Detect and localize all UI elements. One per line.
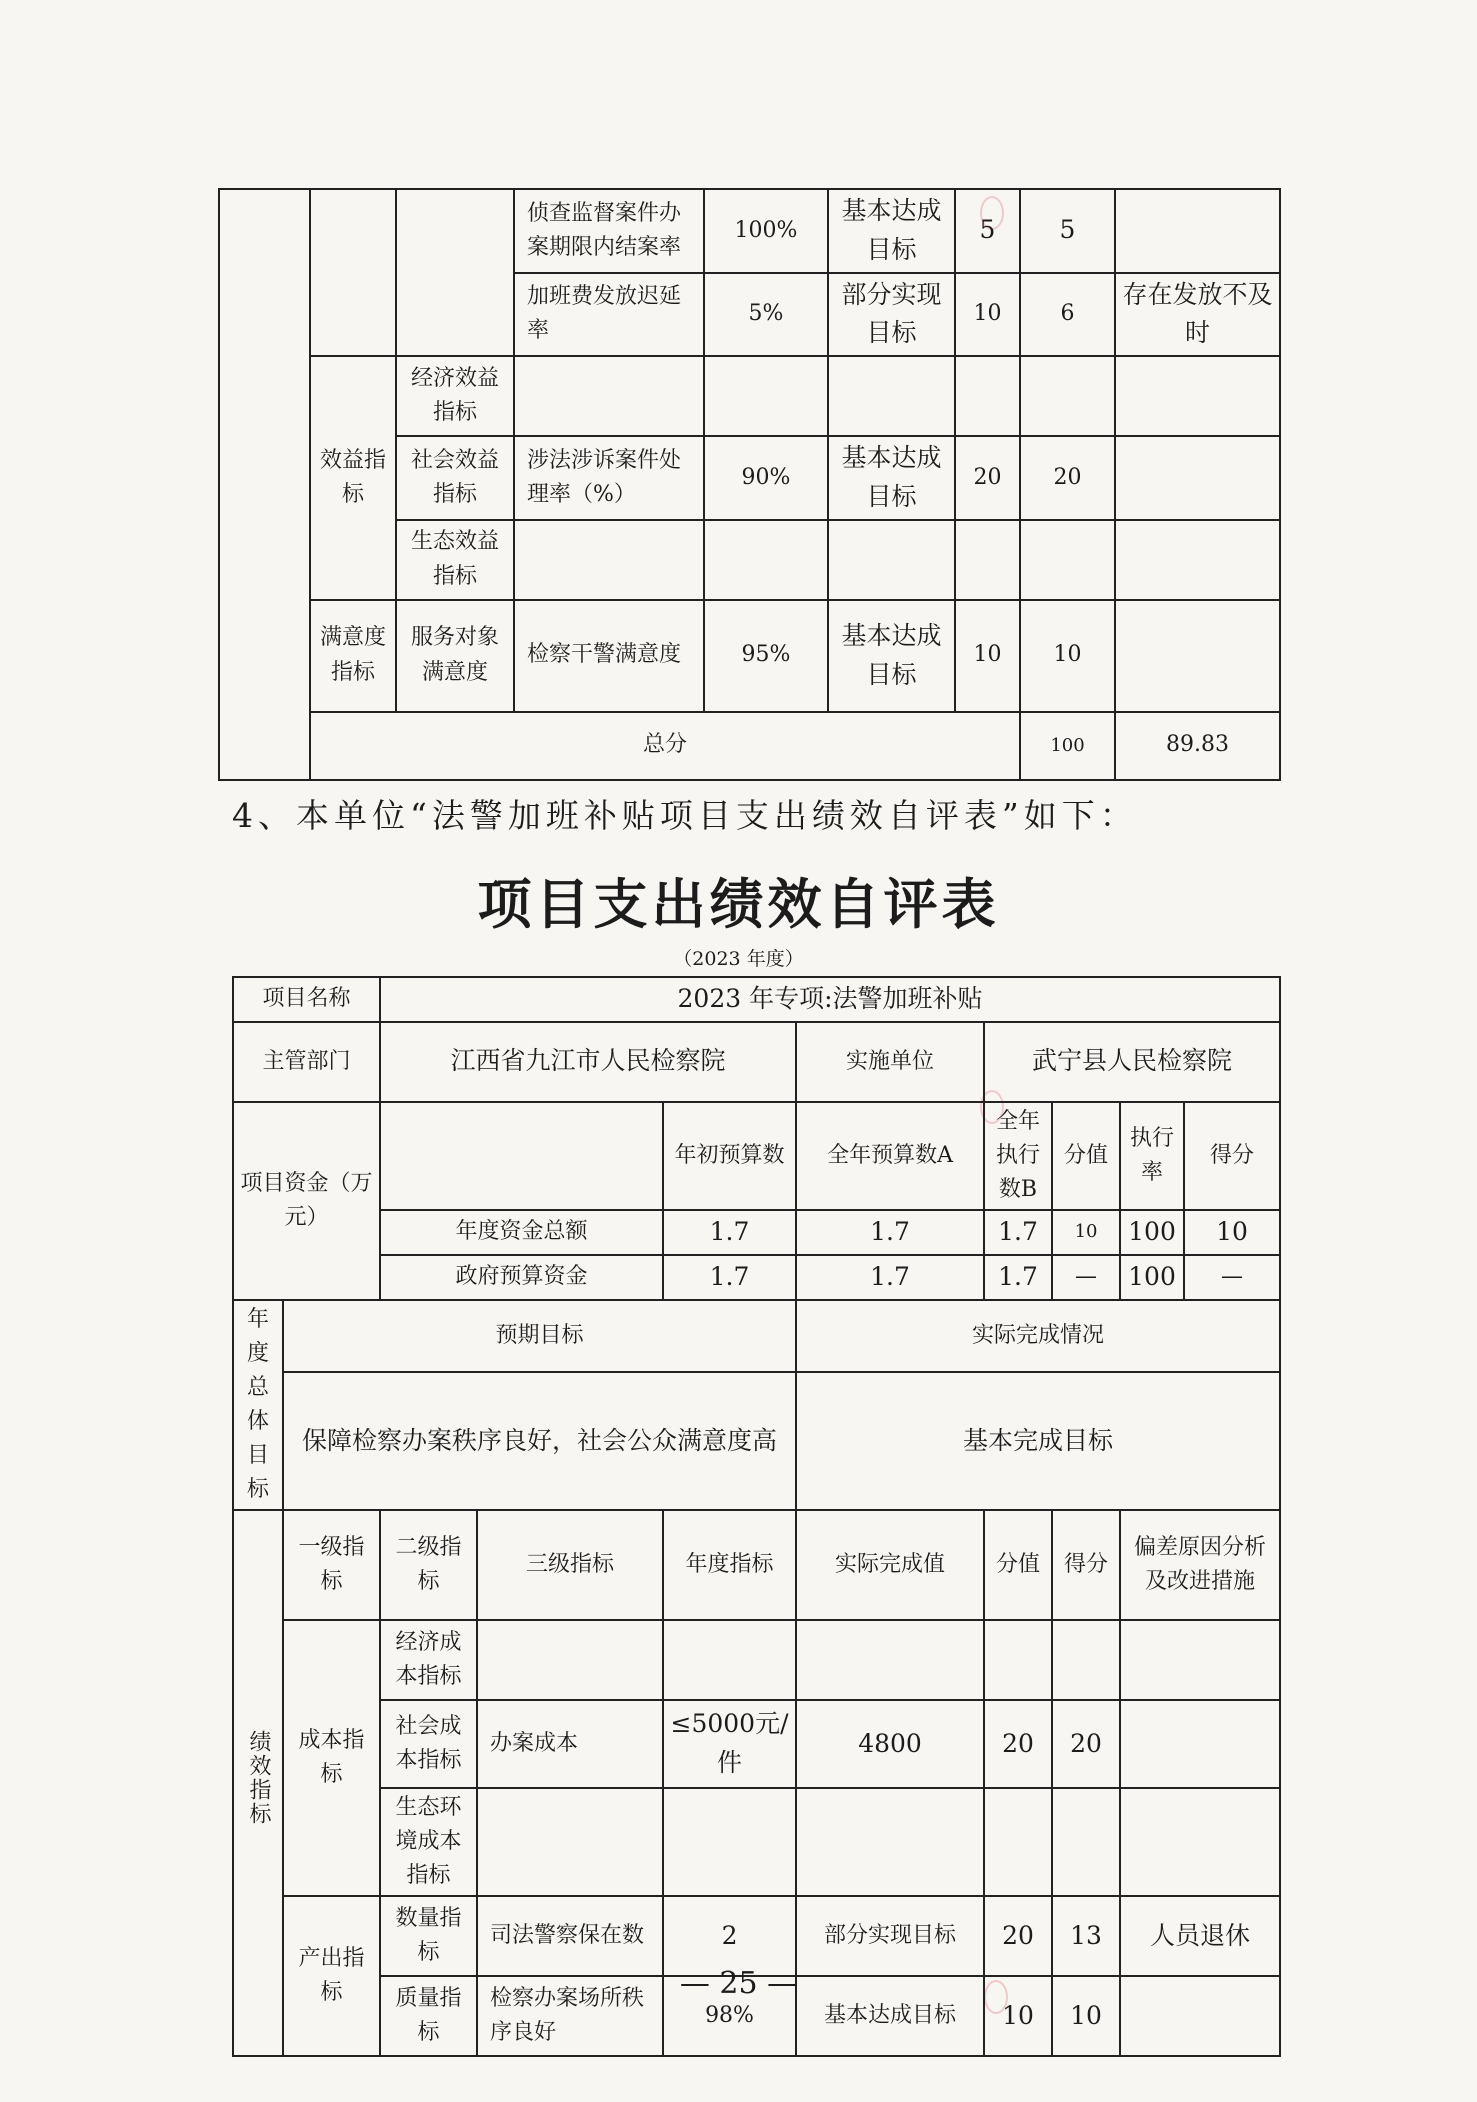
- year-label: （2023 年度）: [673, 948, 804, 970]
- score-cell: 10: [955, 600, 1020, 712]
- fund-full: 1.7: [796, 1255, 984, 1300]
- annual-target: 2: [663, 1896, 796, 1976]
- performance-table-continued: [218, 188, 1281, 781]
- l2-cell: 质量指标: [380, 1976, 477, 2056]
- deviation-cell: [1115, 189, 1280, 273]
- fund-exec: 1.7: [984, 1255, 1052, 1300]
- target-cell: 5%: [704, 273, 828, 357]
- performance-indicator-text: 绩效指标: [246, 1729, 272, 1826]
- cost-indicator-label: 成本指标: [283, 1620, 380, 1896]
- l3-cell: 检察干警满意度: [514, 600, 704, 712]
- actual-value: 4800: [796, 1700, 984, 1788]
- actual-goal: 基本完成目标: [796, 1372, 1280, 1510]
- header-score: 分值: [1052, 1102, 1120, 1210]
- fund-got: —: [1184, 1255, 1280, 1300]
- header-executed: 全年执行数B: [984, 1102, 1052, 1210]
- target-cell: 100%: [704, 189, 828, 273]
- expected-goal-header: 预期目标: [283, 1300, 796, 1373]
- blank-cell: [396, 189, 514, 356]
- blank-cell: [310, 189, 396, 356]
- blank-cell: [219, 189, 310, 780]
- dept-value: 江西省九江市人民检察院: [380, 1022, 796, 1102]
- fund-exec: 1.7: [984, 1210, 1052, 1255]
- score-cell: 10: [955, 273, 1020, 357]
- l2-cell: 经济成本指标: [380, 1620, 477, 1700]
- actual-value: 部分实现目标: [796, 1896, 984, 1976]
- expected-goal: 保障检察办案秩序良好，社会公众满意度高: [283, 1372, 796, 1510]
- annual-target: ≤5000元/件: [663, 1700, 796, 1788]
- score-cell: 5: [955, 189, 1020, 273]
- deviation-cell: 存在发放不及时: [1115, 273, 1280, 357]
- got-cell: 10: [1020, 600, 1115, 712]
- deviation-cell: 人员退休: [1120, 1896, 1280, 1976]
- score-cell: 20: [984, 1700, 1052, 1788]
- header-full-budget: 全年预算数A: [796, 1102, 984, 1210]
- dept-label: 主管部门: [233, 1022, 380, 1102]
- fund-score: —: [1052, 1255, 1120, 1300]
- fund-label: 项目资金（万元）: [233, 1102, 380, 1300]
- actual-goal-header: 实际完成情况: [796, 1300, 1280, 1373]
- intro-line: 4、本单位“法警加班补贴项目支出绩效自评表”如下：: [232, 796, 1138, 835]
- l3-cell: 办案成本: [477, 1700, 663, 1788]
- impl-label: 实施单位: [796, 1022, 984, 1102]
- completion-cell: 基本达成目标: [828, 600, 955, 712]
- fund-rate: 100: [1120, 1255, 1184, 1300]
- fund-initial: 1.7: [663, 1210, 796, 1255]
- page-number: — 25 —: [679, 1966, 798, 2001]
- l3-cell: 司法警察保在数: [477, 1896, 663, 1976]
- header-l3: 三级指标: [477, 1510, 663, 1620]
- got-cell: 6: [1020, 273, 1115, 357]
- l2-cell: 数量指标: [380, 1896, 477, 1976]
- header-annual: 年度指标: [663, 1510, 796, 1620]
- score-cell: 20: [955, 436, 1020, 520]
- l2-cell: 服务对象满意度: [396, 600, 514, 712]
- score-cell: 10: [984, 1976, 1052, 2056]
- target-cell: 95%: [704, 600, 828, 712]
- completion-cell: 部分实现目标: [828, 273, 955, 357]
- fund-row-label: 政府预算资金: [380, 1255, 663, 1300]
- completion-cell: 基本达成目标: [828, 189, 955, 273]
- fund-got: 10: [1184, 1210, 1280, 1255]
- fund-initial: 1.7: [663, 1255, 796, 1300]
- total-score: 100: [1020, 712, 1115, 780]
- header-deviation: 偏差原因分析及改进措施: [1120, 1510, 1280, 1620]
- header-exec-rate: 执行率: [1120, 1102, 1184, 1210]
- annual-goal-label: 年度总体目标: [233, 1300, 283, 1511]
- impl-value: 武宁县人民检察院: [984, 1022, 1280, 1102]
- got-cell: 5: [1020, 189, 1115, 273]
- self-evaluation-table: [232, 976, 1281, 2057]
- l2-cell: 生态效益指标: [396, 520, 514, 600]
- actual-value: 基本达成目标: [796, 1976, 984, 2056]
- target-cell: 90%: [704, 436, 828, 520]
- l3-cell: 加班费发放迟延率: [514, 273, 704, 357]
- annual-target: 98%: [663, 1976, 796, 2056]
- header-score: 分值: [984, 1510, 1052, 1620]
- got-cell: 13: [1052, 1896, 1120, 1976]
- got-cell: 20: [1020, 436, 1115, 520]
- fund-rate: 100: [1120, 1210, 1184, 1255]
- project-name: 2023 年专项:法警加班补贴: [380, 977, 1280, 1022]
- got-cell: 20: [1052, 1700, 1120, 1788]
- l2-cell: 社会成本指标: [380, 1700, 477, 1788]
- completion-cell: 基本达成目标: [828, 436, 955, 520]
- l2-cell: 经济效益指标: [396, 356, 514, 436]
- got-cell: 10: [1052, 1976, 1120, 2056]
- fund-score: 10: [1052, 1210, 1120, 1255]
- total-got: 89.83: [1115, 712, 1280, 780]
- header-got: 得分: [1052, 1510, 1120, 1620]
- header-l1: 一级指标: [283, 1510, 380, 1620]
- benefit-indicator-label: 效益指标: [310, 356, 396, 600]
- header-actual: 实际完成值: [796, 1510, 984, 1620]
- header-l2: 二级指标: [380, 1510, 477, 1620]
- score-cell: 20: [984, 1896, 1052, 1976]
- l3-cell: 涉法涉诉案件处理率（%）: [514, 436, 704, 520]
- total-label: 总分: [310, 712, 1020, 780]
- page-title: 项目支出绩效自评表: [477, 873, 1000, 936]
- project-name-label: 项目名称: [233, 977, 380, 1022]
- fund-full: 1.7: [796, 1210, 984, 1255]
- fund-row-label: 年度资金总额: [380, 1210, 663, 1255]
- l2-cell: 生态环境成本指标: [380, 1788, 477, 1896]
- header-got: 得分: [1184, 1102, 1280, 1210]
- l2-cell: 社会效益指标: [396, 436, 514, 520]
- l3-cell: 检察办案场所秩序良好: [477, 1976, 663, 2056]
- output-indicator-label: 产出指标: [283, 1896, 380, 2056]
- l3-cell: 侦查监督案件办案期限内结案率: [514, 189, 704, 273]
- satisfaction-indicator-label: 满意度指标: [310, 600, 396, 712]
- header-initial-budget: 年初预算数: [663, 1102, 796, 1210]
